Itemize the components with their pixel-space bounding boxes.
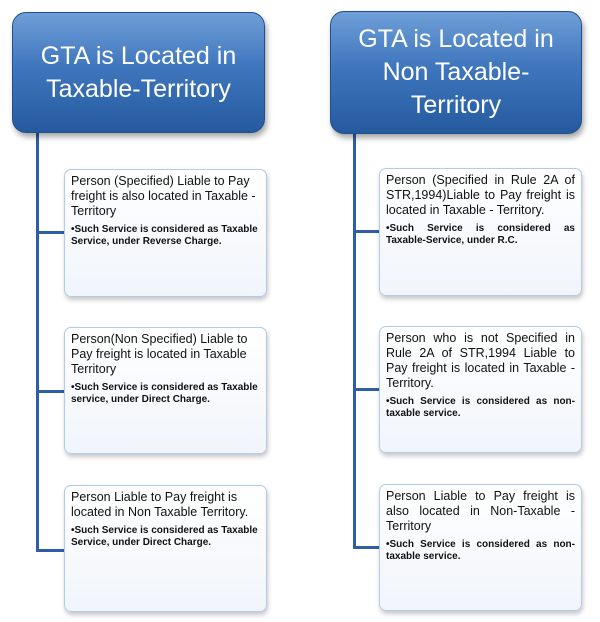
right-card-2-text: Person who is not Specified in Rule 2A of STR,1994 Liable to Pay freight is located in Taxable - Territory.: [386, 331, 575, 390]
left-connector-trunk: [36, 133, 39, 551]
right-card-2: [379, 326, 582, 453]
right-card-3-text: Person Liable to Pay freight is also located in Non-Taxable - Territory: [386, 489, 575, 533]
left-connector-branch-2: [36, 390, 65, 393]
left-card-3-text: Person Liable to Pay freight is located in Non Taxable Territory.: [71, 490, 249, 519]
left-card-1-text: Person (Specified) Liable to Pay freight is also located in Taxable - Territory: [71, 174, 256, 218]
left-card-2-bullet: •Such Service is considered as Taxable service, under Direct Charge.: [71, 382, 258, 405]
right-connector-branch-3: [353, 546, 380, 549]
right-card-1: [379, 168, 582, 296]
left-card-3: [64, 485, 267, 612]
left-column-header: [12, 12, 265, 133]
right-column-header: [330, 11, 582, 134]
right-card-2-bullet: •Such Service is considered as non-taxable service.: [386, 396, 575, 419]
left-card-3-bullet: •Such Service is considered as Taxable Service, under Direct Charge.: [71, 525, 258, 548]
left-card-2: [64, 327, 267, 454]
left-connector-branch-3: [36, 549, 65, 552]
right-column-title: GTA is Located in Non Taxable-Territory: [358, 25, 554, 119]
left-connector-branch-1: [36, 231, 65, 234]
right-card-3: [379, 484, 582, 611]
left-column-title: GTA is Located in Taxable-Territory: [40, 41, 237, 103]
right-connector-trunk: [353, 134, 356, 548]
right-card-1-text: Person (Specified in Rule 2A of STR,1994)Liable to Pay freight is located in Taxable - Territory.: [386, 173, 575, 217]
left-card-1-bullet: •Such Service is considered as Taxable Service, under Reverse Charge.: [71, 224, 258, 247]
right-card-3-bullet: •Such Service is considered as non-taxable service.: [386, 539, 575, 562]
left-card-1: [64, 169, 267, 297]
left-card-2-text: Person(Non Specified) Liable to Pay freight is located in Taxable Territory: [71, 332, 248, 376]
right-card-1-bullet: •Such Service is considered as Taxable-Service, under R.C.: [386, 223, 575, 246]
right-connector-branch-1: [353, 230, 380, 233]
right-connector-branch-2: [353, 388, 380, 391]
